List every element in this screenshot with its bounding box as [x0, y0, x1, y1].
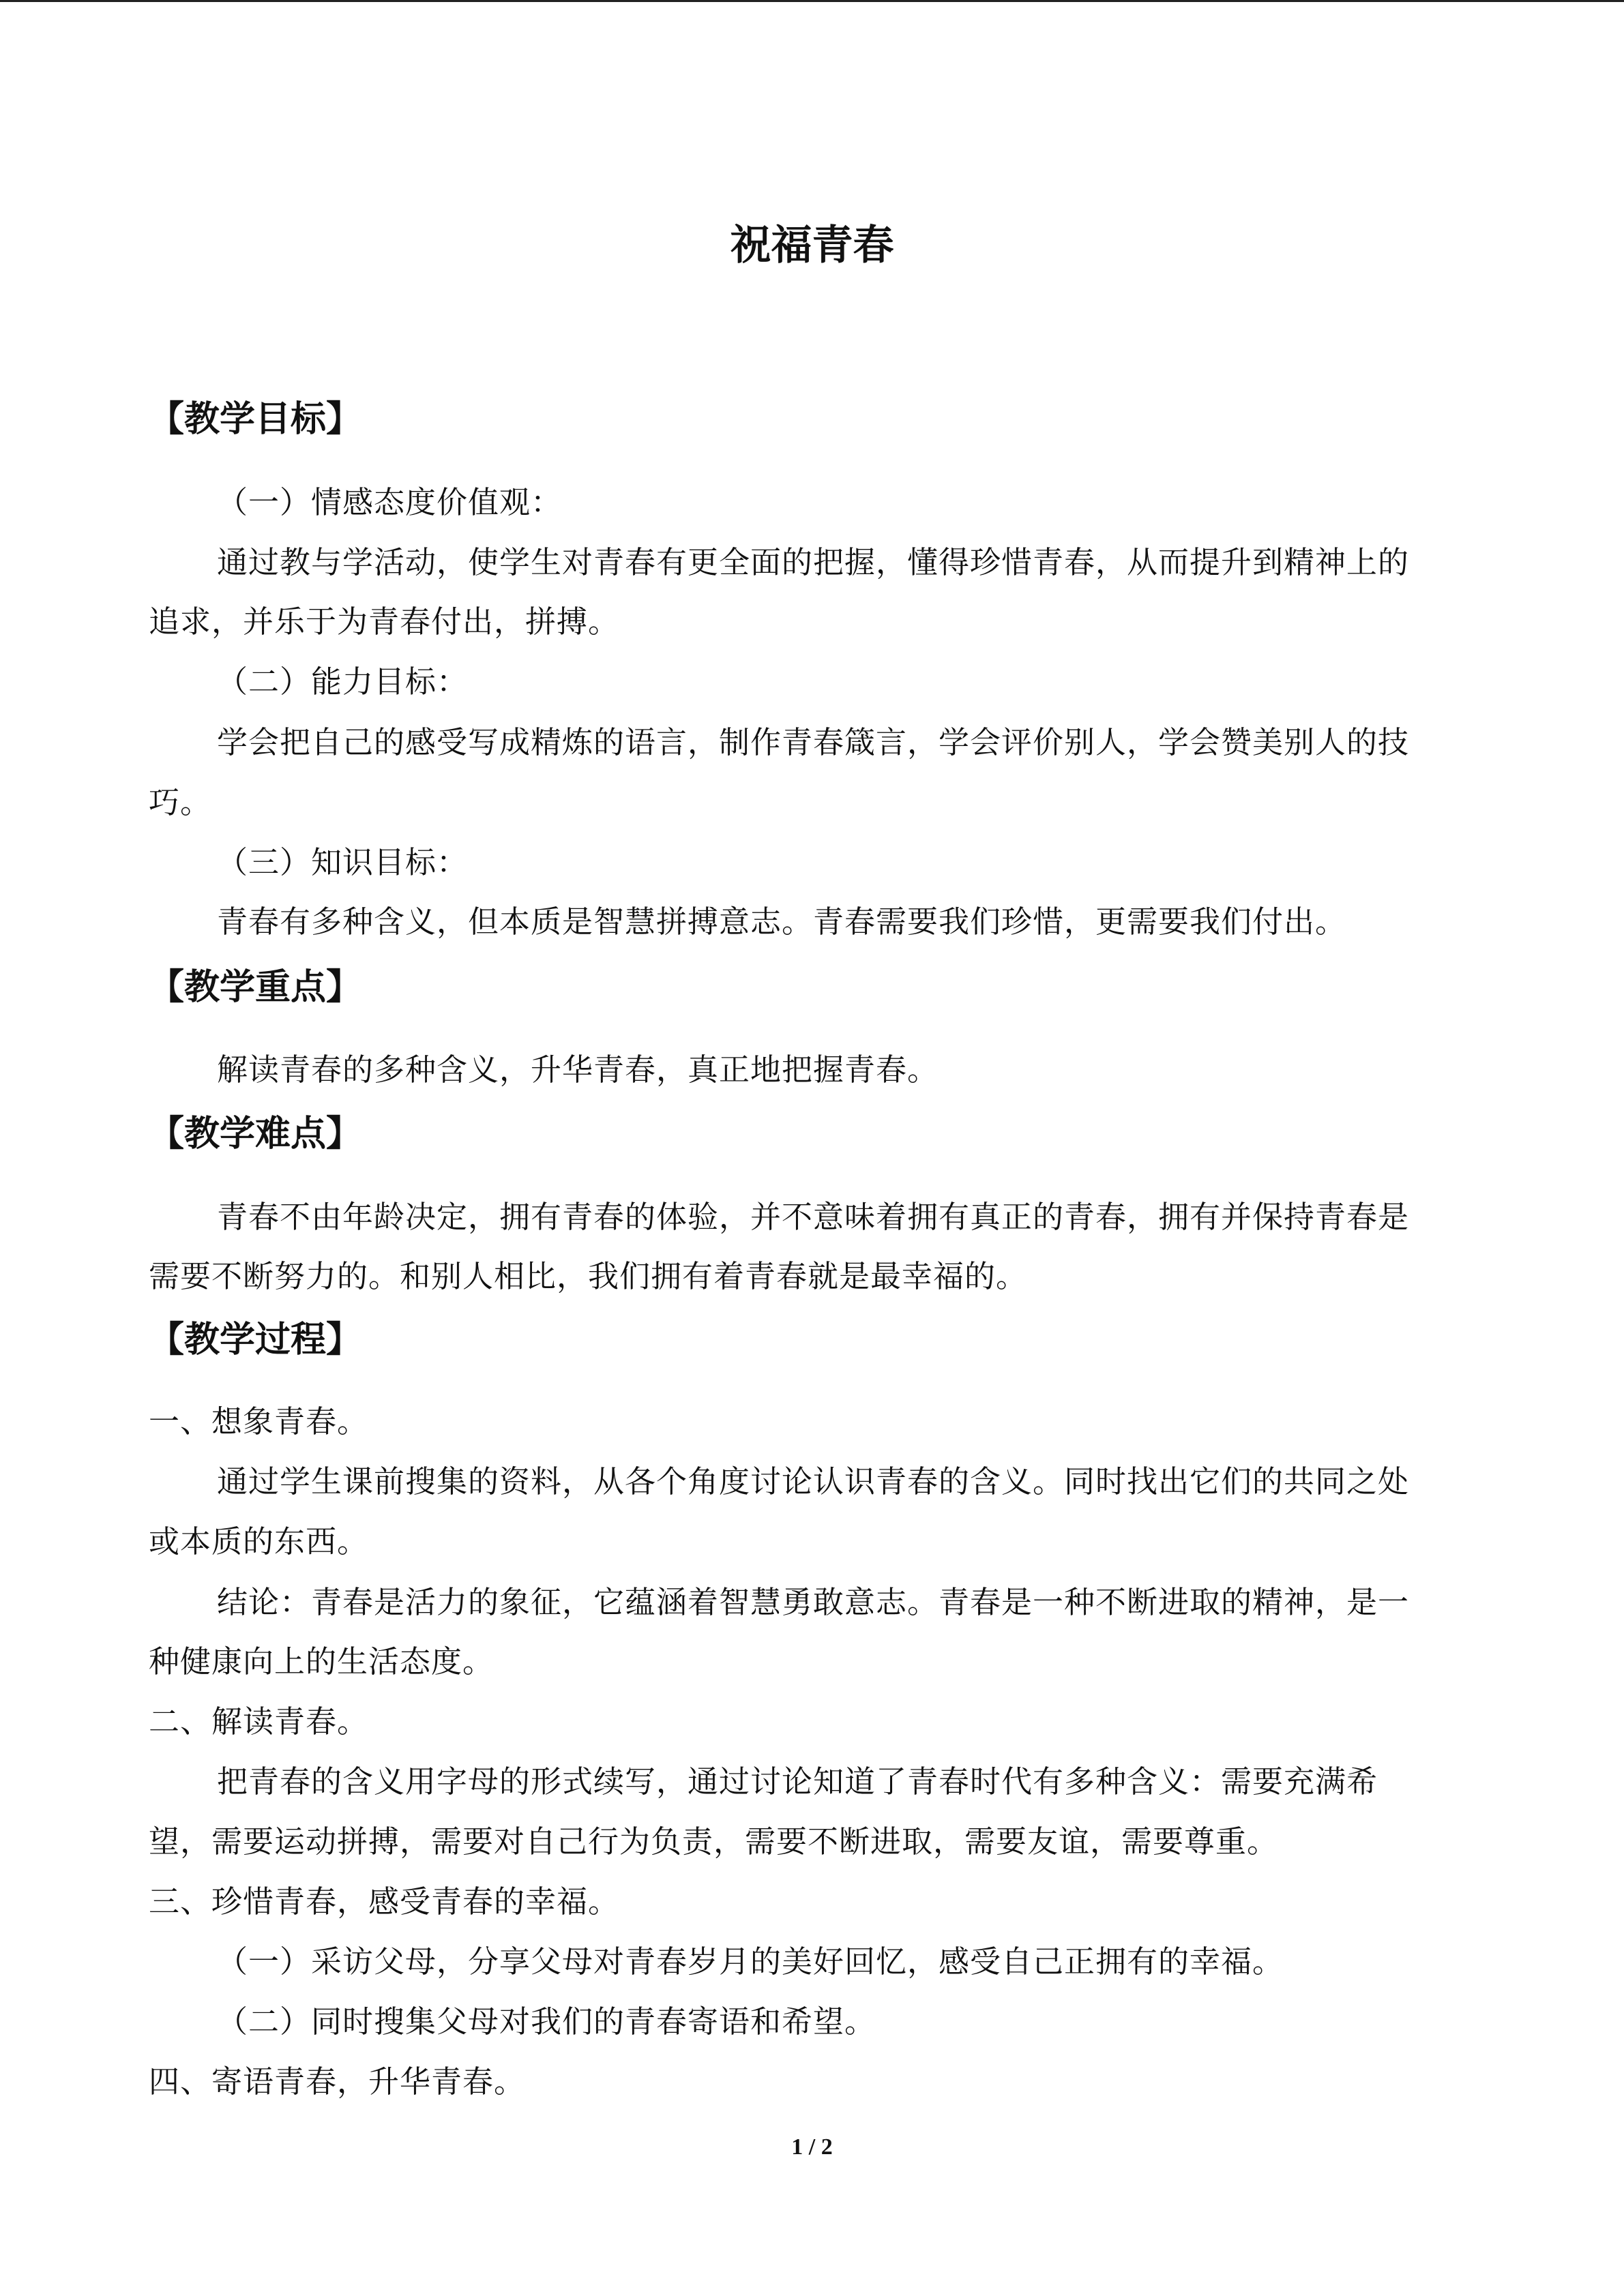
step2-text-line1: 把青春的含义用字母的形式续写，通过讨论知道了青春时代有多种含义：需要充满希 — [217, 1763, 1378, 1800]
process-heading: 【教学过程】 — [149, 1320, 362, 1360]
document-title: 祝福青春 — [730, 222, 894, 269]
goal1-label: （一）情感态度价值观： — [217, 484, 563, 520]
difficulties-text-line2: 需要不断努力的。和别人相比，我们拥有着青春就是最幸福的。 — [149, 1258, 1028, 1294]
goal2-text-line2: 巧。 — [149, 784, 212, 820]
step1-conclusion-line2: 种健康向上的生活态度。 — [149, 1643, 494, 1680]
goal1-text-line2: 追求，并乐于为青春付出，拼搏。 — [149, 603, 620, 640]
step2-heading: 二、解读青春。 — [149, 1703, 369, 1740]
goal3-label: （三）知识目标： — [217, 844, 469, 880]
page-number: 1 / 2 — [791, 2134, 833, 2160]
step3-sub2: （二）同时搜集父母对我们的青春寄语和希望。 — [217, 2003, 876, 2040]
key-points-text: 解读青春的多种含义，升华青春，真正地把握青春。 — [217, 1052, 939, 1088]
step3-sub1: （一）采访父母，分享父母对青春岁月的美好回忆，感受自己正拥有的幸福。 — [217, 1943, 1284, 1980]
key-points-heading: 【教学重点】 — [149, 967, 362, 1008]
step1-text-line2: 或本质的东西。 — [149, 1523, 369, 1560]
difficulties-heading: 【教学难点】 — [149, 1114, 362, 1154]
goal2-label: （二）能力目标： — [217, 664, 469, 700]
goals-heading: 【教学目标】 — [149, 399, 362, 440]
step1-text-line1: 通过学生课前搜集的资料，从各个角度讨论认识青春的含义。同时找出它们的共同之处 — [217, 1463, 1410, 1500]
goal1-text-line1: 通过教与学活动，使学生对青春有更全面的把握，懂得珍惜青春，从而提升到精神上的 — [217, 544, 1410, 580]
step2-text-line2: 望，需要运动拼搏，需要对自己行为负责，需要不断进取，需要友谊，需要尊重。 — [149, 1823, 1279, 1860]
step1-conclusion-line1: 结论：青春是活力的象征，它蕴涵着智慧勇敢意志。青春是一种不断进取的精神，是一 — [217, 1584, 1410, 1620]
goal3-text: 青春有多种含义，但本质是智慧拼搏意志。青春需要我们珍惜，更需要我们付出。 — [217, 904, 1347, 940]
top-border-line — [0, 0, 1624, 2]
difficulties-text-line1: 青春不由年龄决定，拥有青春的体验，并不意味着拥有真正的青春，拥有并保持青春是 — [217, 1199, 1410, 1235]
goal2-text-line1: 学会把自己的感受写成精炼的语言，制作青春箴言，学会评价别人，学会赞美别人的技 — [217, 724, 1410, 760]
step4-heading: 四、寄语青春，升华青春。 — [149, 2063, 526, 2100]
step1-heading: 一、想象青春。 — [149, 1403, 369, 1440]
step3-heading: 三、珍惜青春，感受青春的幸福。 — [149, 1883, 620, 1920]
